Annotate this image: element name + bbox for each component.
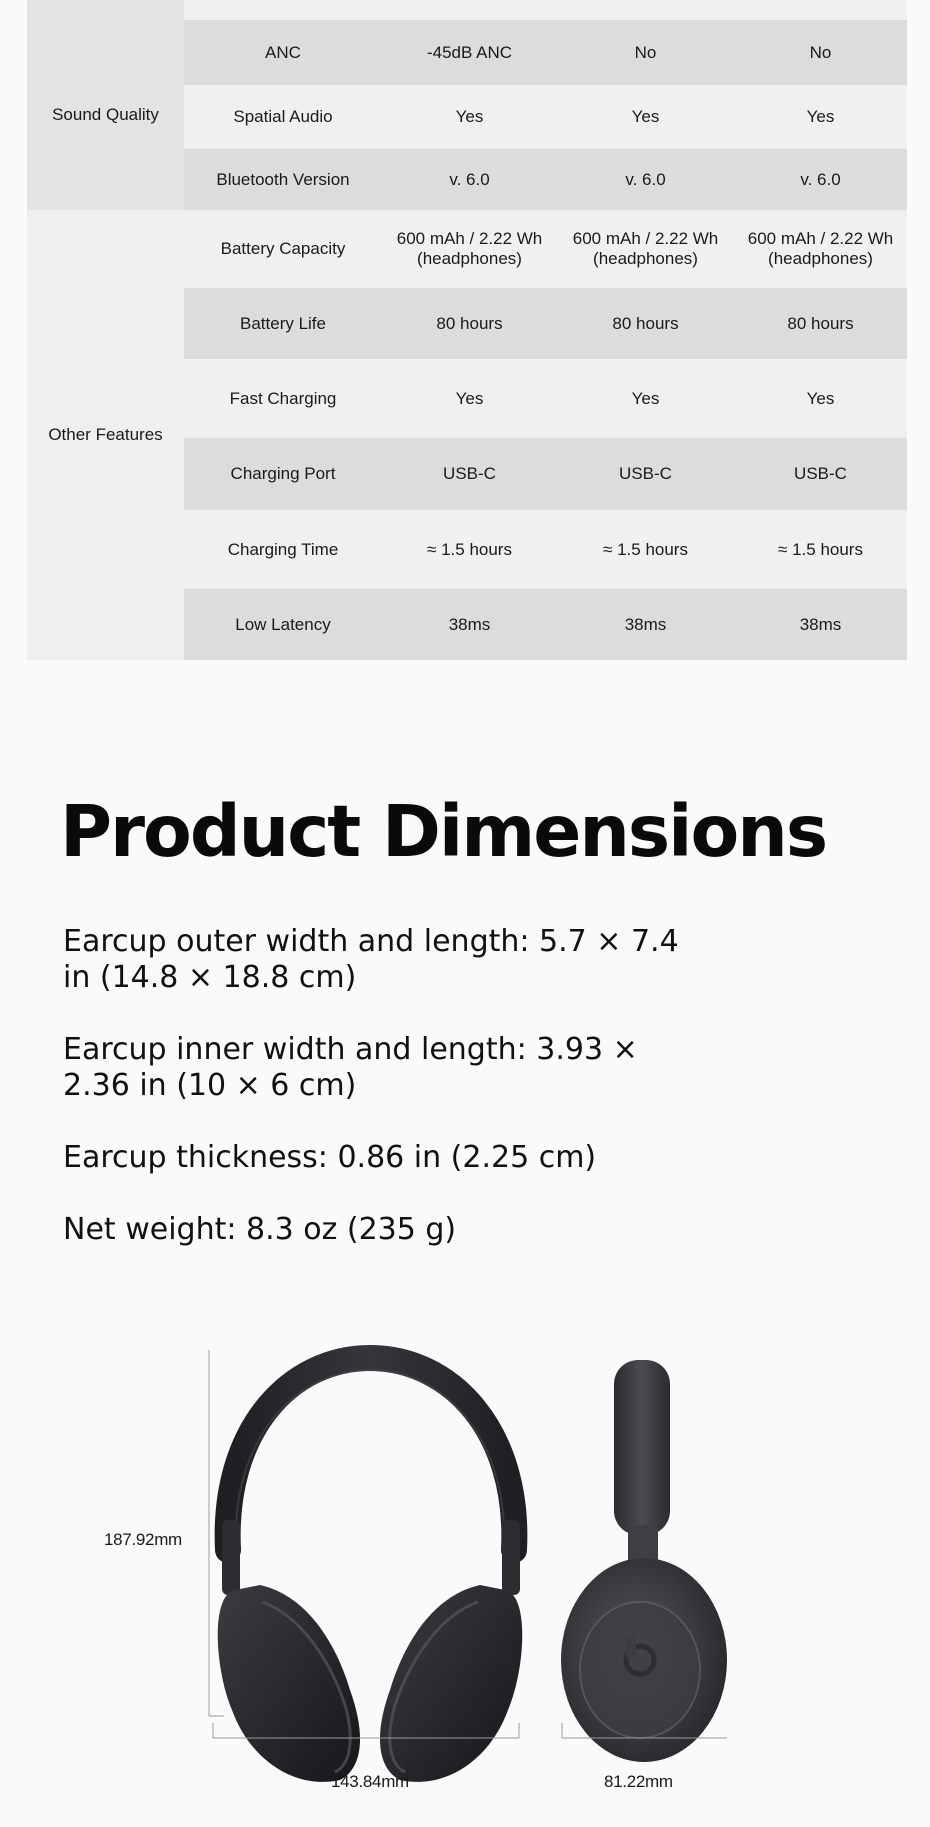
dimension-item: Net weight: 8.3 oz (235 g) [63,1212,457,1247]
table-row [27,210,907,288]
group-label-sound-quality: Sound Quality [27,20,184,210]
table-cell: 38ms [382,589,557,660]
table-cell: ≈ 1.5 hours [557,510,734,589]
headphones-diagram-svg [0,1340,930,1827]
row-label: Battery Capacity [184,210,382,288]
row-label: Spatial Audio [184,85,382,149]
table-cell: 38ms [557,589,734,660]
depth-dimension-label: 81.22mm [604,1772,673,1791]
table-cell: v. 6.0 [557,149,734,210]
table-cell: 600 mAh / 2.22 Wh (headphones) [734,210,907,288]
group-label-other-features: Other Features [27,210,184,660]
row-label: Charging Time [184,510,382,589]
row-label: Battery Life [184,288,382,359]
table-cell: USB-C [557,438,734,510]
table-cell: Yes [382,359,557,438]
dimension-item: Earcup thickness: 0.86 in (2.25 cm) [63,1140,597,1175]
spec-comparison-table [27,0,907,660]
row-label: Charging Port [184,438,382,510]
dimension-item: Earcup inner width and length: 3.93 × 2.36 in (10 × 6 cm) [63,1032,638,1103]
table-cell: ≈ 1.5 hours [382,510,557,589]
table-cell: 80 hours [734,288,907,359]
table-cell: 38ms [734,589,907,660]
row-label: ANC [184,20,382,85]
table-cell: v. 6.0 [382,149,557,210]
dimension-list [63,924,683,1284]
dimension-item: Earcup outer width and length: 5.7 × 7.4 in (14.8 × 18.8 cm) [63,924,679,995]
table-cell: 600 mAh / 2.22 Wh (headphones) [382,210,557,288]
table-cell: Yes [557,359,734,438]
row-label: Bluetooth Version [184,149,382,210]
row-label: Fast Charging [184,359,382,438]
page-title: Product Dimensions [60,790,827,873]
table-cell: 600 mAh / 2.22 Wh (headphones) [557,210,734,288]
height-dimension-label: 187.92mm [104,1530,182,1549]
dimension-diagram [0,1340,930,1827]
row-label: Low Latency [184,589,382,660]
table-cell: No [557,20,734,85]
table-row-top-partial [27,0,907,20]
table-cell: No [734,20,907,85]
table-cell: v. 6.0 [734,149,907,210]
table-cell: USB-C [734,438,907,510]
table-cell: 80 hours [557,288,734,359]
width-dimension-label: 143.84mm [331,1772,409,1791]
table-cell: -45dB ANC [382,20,557,85]
table-row [27,20,907,85]
table-cell: Yes [734,85,907,149]
table-cell: Yes [557,85,734,149]
headphones-front-image [218,1358,523,1782]
table-cell: ≈ 1.5 hours [734,510,907,589]
table-cell: Yes [382,85,557,149]
headphones-side-image [561,1360,727,1762]
table-cell: 80 hours [382,288,557,359]
table-cell: Yes [734,359,907,438]
table-cell: USB-C [382,438,557,510]
